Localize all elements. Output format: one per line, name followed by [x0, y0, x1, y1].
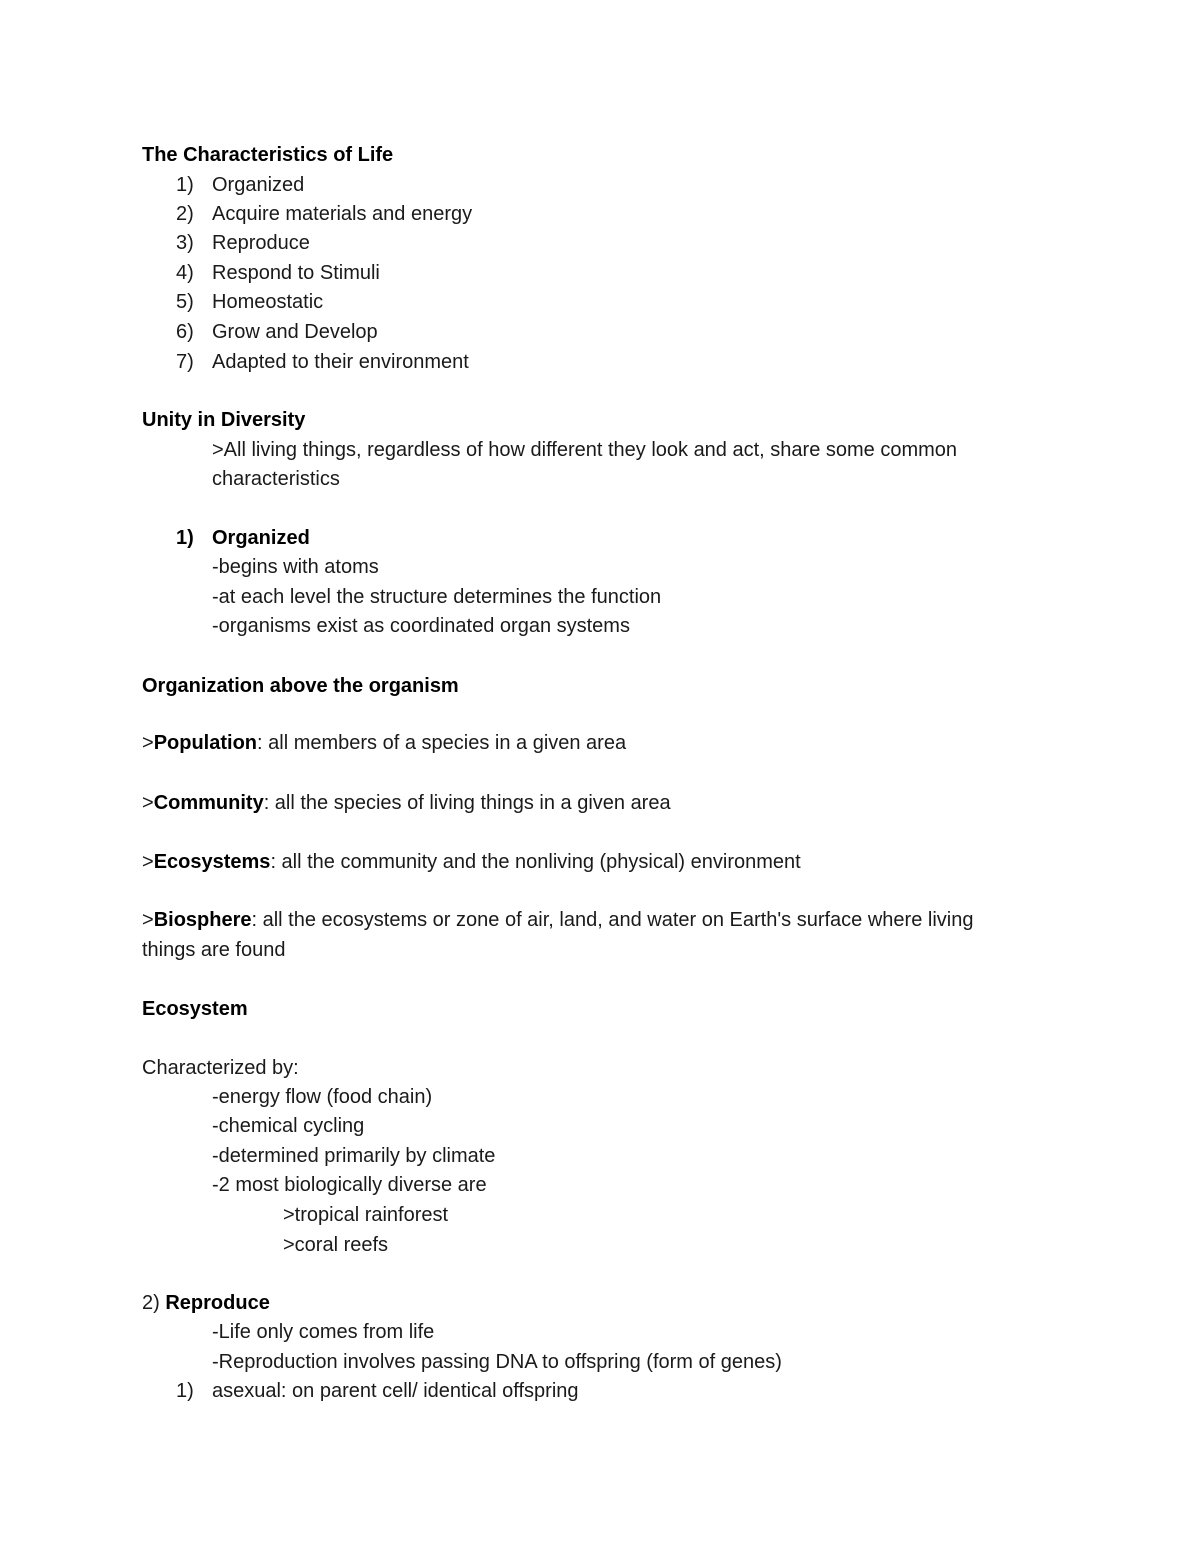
list-number: 1)	[176, 1380, 194, 1402]
definition-text: : all members of a species in a given area	[257, 732, 627, 754]
definition-text: : all the ecosystems or zone of air, land, and water on Earth's surface where living	[251, 909, 974, 931]
heading-organization-above: Organization above the organism	[142, 675, 459, 697]
reproduce-point: -Life only comes from life	[212, 1321, 435, 1343]
ecosystem-intro: Characterized by:	[142, 1057, 299, 1079]
heading-unity-in-diversity: Unity in Diversity	[142, 409, 306, 431]
list-number: 6)	[176, 321, 194, 343]
heading-text: Reproduce	[165, 1292, 270, 1314]
organized-point: -begins with atoms	[212, 556, 379, 578]
unity-text-line-2: characteristics	[212, 468, 340, 490]
ecosystem-point: -chemical cycling	[212, 1115, 365, 1137]
unity-text-line-1: >All living things, regardless of how different they look and act, share some common	[212, 439, 958, 461]
organized-point: -at each level the structure determines the function	[212, 586, 662, 608]
list-text: Respond to Stimuli	[212, 262, 380, 284]
definition-prefix: >	[142, 909, 154, 931]
heading-reproduce	[142, 1291, 270, 1315]
ecosystem-point: -determined primarily by climate	[212, 1145, 496, 1167]
list-text: Adapted to their environment	[212, 351, 469, 373]
heading-ecosystem: Ecosystem	[142, 998, 248, 1020]
heading-number: 1)	[176, 527, 194, 549]
definition-text: : all the species of living things in a given area	[263, 792, 671, 814]
definition-term: Ecosystems	[153, 851, 271, 873]
list-number: 3)	[176, 232, 194, 254]
definition-community	[142, 791, 671, 815]
definition-term: Biosphere	[153, 909, 252, 931]
definition-prefix: >	[142, 851, 154, 873]
list-number: 2)	[176, 203, 194, 225]
list-number: 1)	[176, 174, 194, 196]
heading-number: 2)	[142, 1292, 160, 1314]
definition-term: Community	[153, 792, 264, 814]
definition-prefix: >	[142, 792, 154, 814]
ecosystem-point: -2 most biologically diverse are	[212, 1174, 487, 1196]
list-text: Reproduce	[212, 232, 310, 254]
list-text: asexual: on parent cell/ identical offspring	[212, 1380, 579, 1402]
list-number: 4)	[176, 262, 194, 284]
reproduce-point: -Reproduction involves passing DNA to offspring (form of genes)	[212, 1351, 782, 1373]
list-text: Grow and Develop	[212, 321, 378, 343]
list-text: Homeostatic	[212, 291, 324, 313]
ecosystem-subpoint: >tropical rainforest	[283, 1204, 449, 1226]
definition-prefix: >	[142, 732, 154, 754]
heading-text: Organized	[212, 527, 310, 549]
list-text: Organized	[212, 174, 305, 196]
organized-point: -organisms exist as coordinated organ systems	[212, 615, 630, 637]
list-number: 5)	[176, 291, 194, 313]
list-text: Acquire materials and energy	[212, 203, 473, 225]
ecosystem-point: -energy flow (food chain)	[212, 1086, 433, 1108]
definition-ecosystems	[142, 850, 801, 874]
ecosystem-subpoint: >coral reefs	[283, 1234, 389, 1256]
list-number: 7)	[176, 351, 194, 373]
definition-term: Population	[153, 732, 258, 754]
heading-characteristics-of-life: The Characteristics of Life	[142, 144, 394, 166]
definition-biosphere	[142, 908, 973, 932]
definition-population	[142, 731, 626, 755]
definition-biosphere-continued: things are found	[142, 939, 286, 961]
definition-text: : all the community and the nonliving (physical) environment	[270, 851, 801, 873]
